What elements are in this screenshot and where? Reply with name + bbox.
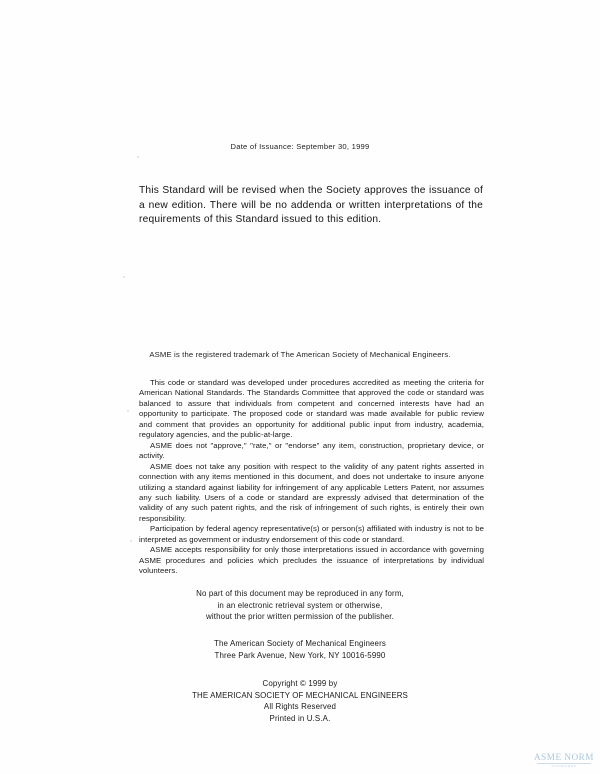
asme-norm-watermark	[533, 752, 595, 768]
publisher-name: The American Society of Mechanical Engineers	[214, 639, 386, 648]
scan-artifact	[137, 156, 139, 158]
legal-paragraph: This code or standard was developed under procedures accredited as meeting the criteria for American National Standards. The Standards Committee that approved the code or standard was balanced to assure that individuals from competent and concerned interests have had an opportunity to participate. The proposed code or standard was made available for public review and comment that provides an opportunity for additional public input from industry, academia, regulatory agencies, and the public-at-large.	[139, 378, 484, 440]
copyright-block	[0, 678, 600, 724]
printed-in: Printed in U.S.A.	[269, 713, 331, 723]
legal-paragraph: ASME does not "approve," "rate," or "endorse" any item, construction, proprietary device, or activity.	[139, 440, 484, 461]
publisher-address	[0, 638, 600, 661]
reproduction-notice-line: without the prior written permission of the publisher.	[206, 612, 394, 622]
legal-paragraph: ASME accepts responsibility for only those interpretations issued in accordance with governing ASME procedures and policies which precludes the issuance of interpretations by individual volunteers.	[139, 545, 484, 576]
copyright-year: Copyright © 1999 by	[262, 679, 338, 688]
scan-artifact	[127, 410, 129, 412]
date-of-issuance: Date of Issuance: September 30, 1999	[230, 142, 370, 151]
scan-artifact	[123, 276, 125, 278]
legal-paragraph: ASME does not take any position with respect to the validity of any patent rights asserted in connection with any items mentioned in this document, and does not undertake to insure anyone utilizing a standard against liability for infringement of any applicable Letters Patent, nor assumes any such liability. Users of a code or standard are expressly advised that determination of the validity of any such patent rights, and the risk of infringement of such rights, is entirely their own responsibility.	[139, 461, 484, 523]
revision-notice-text: This Standard will be revised when the Society approves the issuance of a new edition. There will be no addenda or written interpretations of the requirements of this Standard issued to this edition.	[139, 185, 483, 226]
legal-paragraph: Participation by federal agency representative(s) or person(s) affiliated with industry is not to be interpreted as government or industry endorsement of this code or standard.	[139, 524, 484, 544]
watermark-subtitle: STANDARDS	[551, 764, 577, 768]
scan-artifact	[130, 540, 132, 542]
reproduction-notice	[0, 588, 600, 623]
revision-notice	[139, 184, 483, 228]
copyright-holder: THE AMERICAN SOCIETY OF MECHANICAL ENGINEERS	[192, 690, 408, 700]
rights-reserved: All Rights Reserved	[263, 702, 337, 712]
publisher-street-address: Three Park Avenue, New York, NY 10016-5990	[214, 650, 386, 660]
trademark-notice: ASME is the registered trademark of The American Society of Mechanical Engineers.	[149, 350, 451, 359]
legal-disclaimer	[139, 378, 484, 577]
reproduction-notice-line: No part of this document may be reproduced in any form,	[196, 589, 404, 598]
watermark-wordmark: ASME NORM	[534, 752, 594, 762]
reproduction-notice-line: in an electronic retrieval system or otherwise,	[217, 600, 383, 610]
